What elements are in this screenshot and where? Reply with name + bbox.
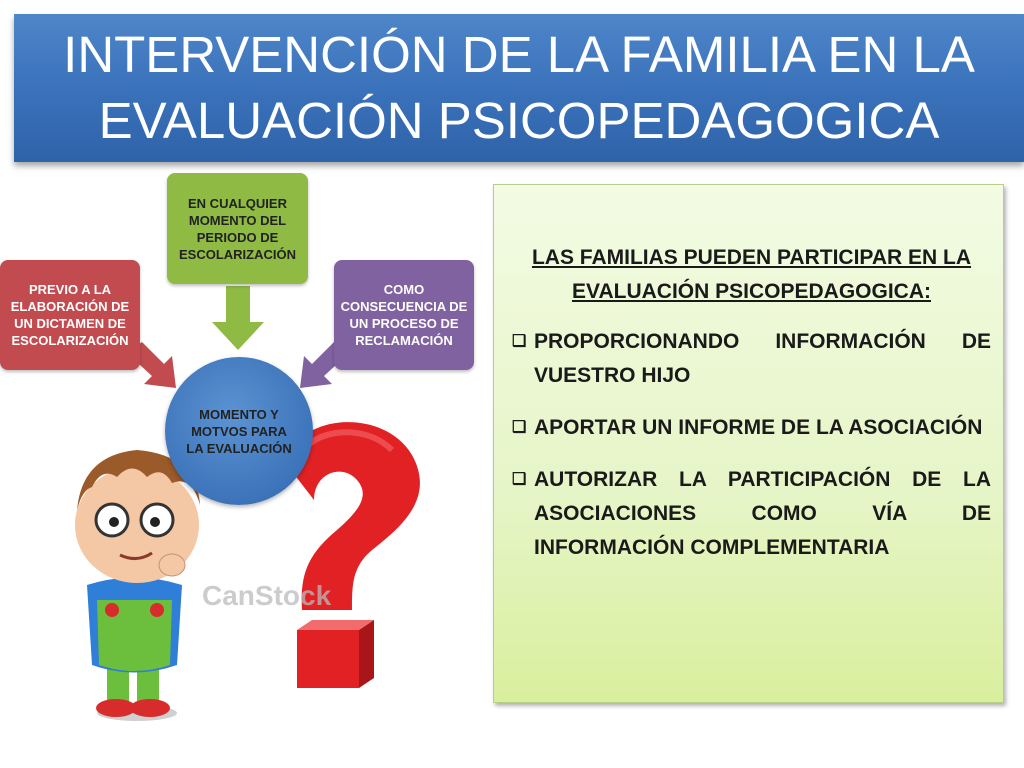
boy-thinking-icon bbox=[75, 450, 200, 721]
diagram-box-right bbox=[334, 260, 474, 370]
slide-title bbox=[14, 14, 1024, 162]
title-line-2: EVALUACIÓN PSICOPEDAGOGICA bbox=[98, 92, 940, 149]
diagram-box-left bbox=[0, 260, 140, 370]
watermark-text: CanStock bbox=[202, 580, 332, 611]
list-item-text: APORTAR UN INFORME DE LA ASOCIACIÓN bbox=[534, 416, 983, 439]
list-item-text: AUTORIZAR LA PARTICIPACIÓN DE LA ASOCIACIONES COMO VÍA DE INFORMACIÓN COMPLEMENTARIA bbox=[534, 468, 991, 559]
arrow-down-icon bbox=[212, 286, 264, 352]
info-heading: LAS FAMILIAS PUEDEN PARTICIPAR EN LA EVALUACIÓN PSICOPEDAGOGICA: bbox=[531, 246, 972, 303]
diagram-box-top bbox=[167, 173, 308, 284]
diagram-box-top-text: EN CUALQUIER MOMENTO DEL PERIODO DE ESCOLARIZACIÓN bbox=[179, 195, 296, 262]
list-item-text: PROPORCIONANDO INFORMACIÓN DE VUESTRO HIJO bbox=[534, 330, 991, 387]
list-item bbox=[512, 463, 991, 565]
list-item bbox=[512, 325, 991, 393]
list-item bbox=[512, 411, 991, 445]
info-panel bbox=[493, 184, 1004, 703]
checkbox-bullet-icon: ❑ bbox=[512, 333, 527, 350]
checkbox-bullet-icon: ❑ bbox=[512, 419, 527, 436]
diagram-box-right-text: COMO CONSECUENCIA DE UN PROCESO DE RECLAMACIÓN bbox=[340, 282, 468, 348]
checkbox-bullet-icon: ❑ bbox=[512, 471, 527, 488]
diagram-box-left-text: PREVIO A LA ELABORACIÓN DE UN DICTAMEN DE ESCOLARIZACIÓN bbox=[10, 282, 130, 348]
diagram-center-text: MOMENTO Y MOTVOS PARA LA EVALUACIÓN bbox=[186, 406, 292, 456]
diagram-center-circle bbox=[165, 357, 313, 505]
title-line-1: INTERVENCIÓN DE LA FAMILIA EN LA bbox=[63, 26, 975, 83]
question-mark-icon bbox=[287, 422, 420, 688]
